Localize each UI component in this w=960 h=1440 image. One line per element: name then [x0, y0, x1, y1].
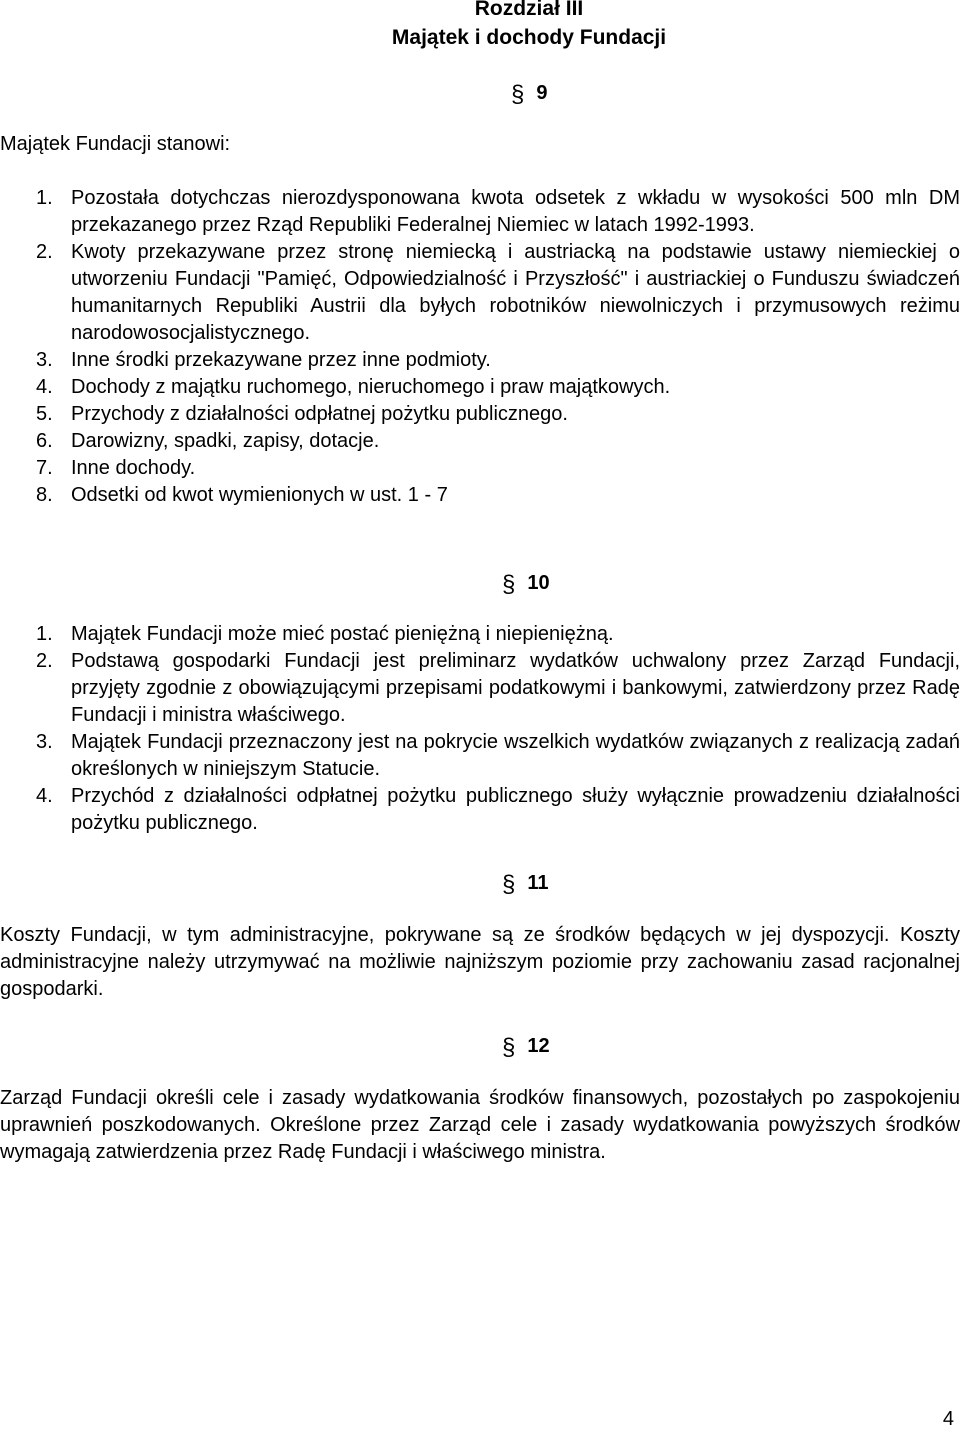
item-text: Odsetki od kwot wymienionych w ust. 1 - 7 [71, 484, 448, 506]
item-number: 4. [36, 785, 53, 807]
section-11-paragraph: Koszty Fundacji, w tym administracyjne, pokrywane są ze środków będących w jej dyspozycji. Koszty administracyjne należy utrzymywać na możliwie najniższym poziomie przy zachowaniu zasad racjonalnej gospodarki. [0, 924, 960, 1000]
item-text: Podstawą gospodarki Fundacji jest preliminarz wydatków uchwalony przez Zarząd Fundacji, przyjęty zgodnie z obowiązującymi przepisami podatkowymi i bankowymi, zatwierdzony przez Radę Fundacji i ministra właściwego. [71, 650, 960, 726]
chapter-title: Rozdział III [474, 0, 584, 20]
section-heading-10 [502, 568, 550, 597]
list-item [0, 729, 960, 783]
list-item [0, 648, 960, 729]
item-text: Inne dochody. [71, 457, 196, 479]
item-number: 7. [36, 457, 53, 479]
item-text: Majątek Fundacji przeznaczony jest na pokrycie wszelkich wydatków związanych z realizacją zadań określonych w niniejszym Statucie. [71, 731, 960, 780]
item-text: Kwoty przekazywane przez stronę niemiecką i austriacką na podstawie ustawy niemieckiej o utworzeniu Fundacji "Pamięć, Odpowiedzialność i Przyszłość" i austriackiej o Funduszu świadczeń humanitarnych Republiki Austrii dla byłych robotników niewolniczych i przymusowych reżimu narodowosocjalistycznego. [71, 241, 960, 344]
item-number: 1. [36, 623, 53, 645]
section-number: 9 [536, 82, 548, 104]
item-number: 2. [36, 241, 53, 263]
item-number: 6. [36, 430, 53, 452]
item-text: Przychód z działalności odpłatnej pożytku publicznego służy wyłącznie prowadzeniu działalności pożytku publicznego. [71, 785, 960, 834]
item-text: Darowizny, spadki, zapisy, dotacje. [71, 430, 380, 452]
section-symbol: § [511, 81, 525, 108]
item-number: 3. [36, 349, 53, 371]
item-number: 3. [36, 731, 53, 753]
list-item [0, 482, 960, 509]
section-number: 12 [527, 1035, 550, 1057]
section-symbol: § [502, 871, 516, 898]
item-number: 8. [36, 484, 53, 506]
section-number: 10 [527, 572, 550, 594]
item-number: 4. [36, 376, 53, 398]
item-number: 1. [36, 187, 53, 209]
section-heading-11 [502, 868, 549, 897]
item-text: Majątek Fundacji może mieć postać pieniężną i niepieniężną. [71, 623, 614, 645]
section-heading-9 [511, 78, 547, 107]
section-9-list [0, 185, 960, 509]
list-item [0, 185, 960, 239]
item-text: Inne środki przekazywane przez inne podmioty. [71, 349, 491, 371]
chapter-subtitle: Majątek i dochody Fundacji [391, 26, 667, 49]
list-item [0, 401, 960, 428]
section-symbol: § [502, 571, 516, 598]
section-number: 11 [527, 872, 549, 894]
list-item [0, 428, 960, 455]
list-item [0, 621, 960, 648]
list-item [0, 455, 960, 482]
list-item [0, 374, 960, 401]
item-text: Dochody z majątku ruchomego, nieruchomego i praw majątkowych. [71, 376, 671, 398]
list-item [0, 347, 960, 374]
item-text: Pozostała dotychczas nierozdysponowana kwota odsetek z wkładu w wysokości 500 mln DM przekazanego przez Rząd Republiki Federalnej Niemiec w latach 1992-1993. [71, 187, 960, 236]
page-number: 4 [942, 1408, 954, 1430]
section-12-paragraph: Zarząd Fundacji określi cele i zasady wydatkowania środków finansowych, pozostałych po zaspokojeniu uprawnień poszkodowanych. Określone przez Zarząd cele i zasady wydatkowania powyższych środków wymagają zatwierdzenia przez Radę Fundacji i właściwego ministra. [0, 1087, 960, 1163]
section-10-list [0, 621, 960, 837]
section-9-intro: Majątek Fundacji stanowi: [0, 133, 231, 155]
chapter-header [0, 0, 960, 52]
item-text: Przychody z działalności odpłatnej pożytku publicznego. [71, 403, 568, 425]
list-item [0, 783, 960, 837]
item-number: 2. [36, 650, 53, 672]
list-item [0, 239, 960, 347]
section-heading-12 [502, 1031, 550, 1060]
section-symbol: § [502, 1034, 516, 1061]
item-number: 5. [36, 403, 53, 425]
